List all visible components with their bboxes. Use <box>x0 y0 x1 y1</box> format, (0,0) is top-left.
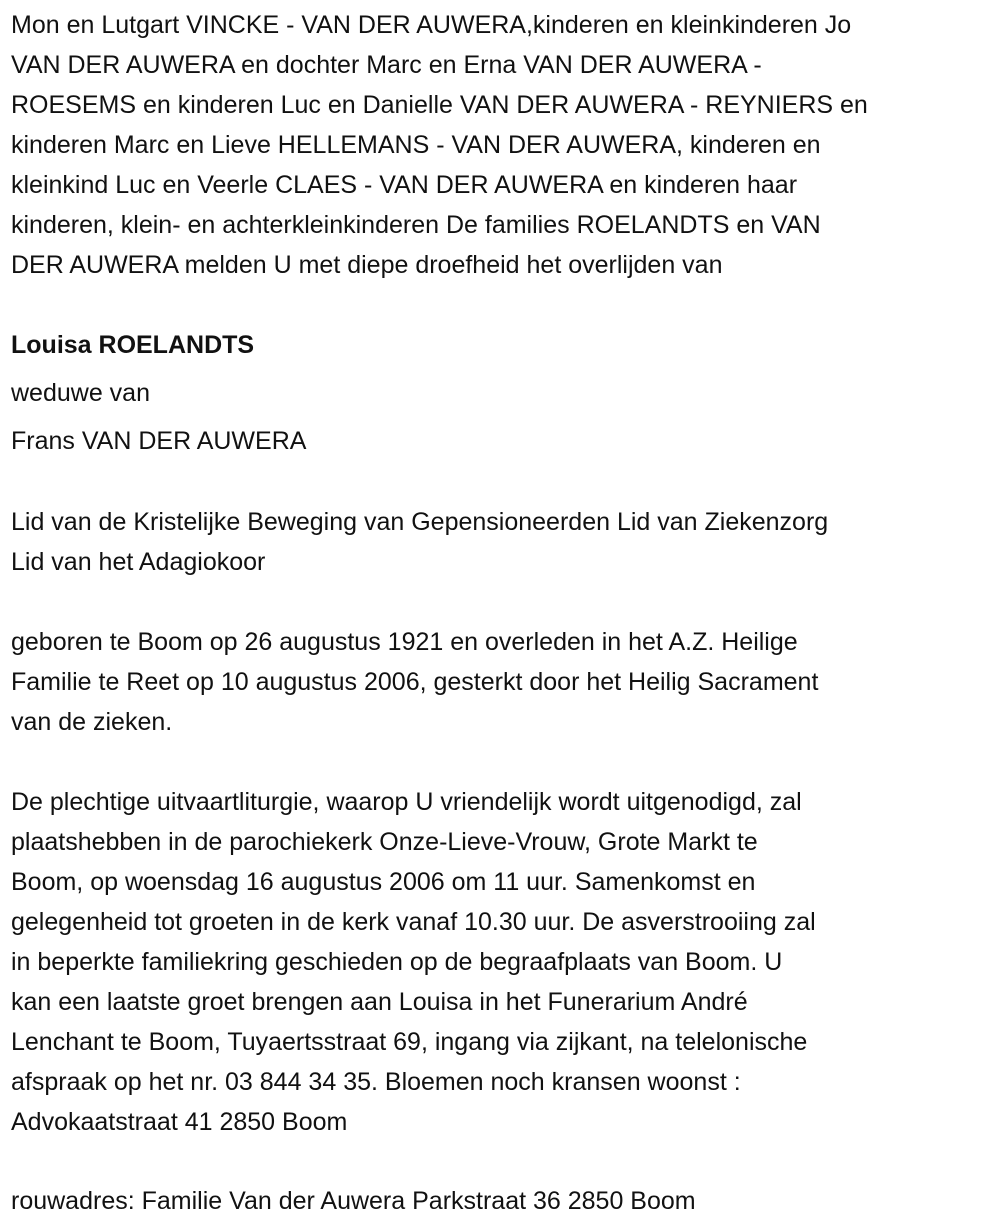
text-line: Familie te Reet op 10 augustus 2006, gesterkt door het Heilig Sacrament <box>11 668 819 696</box>
text-line: gelegenheid tot groeten in de kerk vanaf 10.30 uur. De asverstrooiing zal <box>11 908 816 936</box>
mourning-address: rouwadres: Familie Van der Auwera Parkstraat 36 2850 Boom <box>11 1187 696 1215</box>
text-line: plaatshebben in de parochiekerk Onze-Lieve-Vrouw, Grote Markt te <box>11 828 758 856</box>
text-line: afspraak op het nr. 03 844 34 35. Bloemen noch kransen woonst : <box>11 1068 741 1096</box>
widow-of-block <box>11 373 150 413</box>
text-line: Lenchant te Boom, Tuyaertsstraat 69, ingang via zijkant, na telelonische <box>11 1028 808 1056</box>
text-line: DER AUWERA melden U met diepe droefheid het overlijden van <box>11 251 723 279</box>
text-line: De plechtige uitvaartliturgie, waarop U vriendelijk wordt uitgenodigd, zal <box>11 788 802 816</box>
text-line: Lid van het Adagiokoor <box>11 548 266 576</box>
text-line: kleinkind Luc en Veerle CLAES - VAN DER AUWERA en kinderen haar <box>11 171 798 199</box>
birth-death-paragraph <box>11 622 818 742</box>
text-line: ROESEMS en kinderen Luc en Danielle VAN DER AUWERA - REYNIERS en <box>11 91 868 119</box>
deceased-name: Louisa ROELANDTS <box>11 331 255 359</box>
widow-of-label: weduwe van <box>11 379 150 407</box>
text-line: Lid van de Kristelijke Beweging van Gepensioneerden Lid van Ziekenzorg <box>11 508 829 536</box>
text-line: kinderen Marc en Lieve HELLEMANS - VAN DER AUWERA, kinderen en <box>11 131 821 159</box>
text-line: Boom, op woensdag 16 augustus 2006 om 11 uur. Samenkomst en <box>11 868 756 896</box>
text-line: kinderen, klein- en achterkleinkinderen De families ROELANDTS en VAN <box>11 211 821 239</box>
memberships-paragraph <box>11 502 828 582</box>
text-line: van de zieken. <box>11 708 173 736</box>
spouse-name: Frans VAN DER AUWERA <box>11 427 307 455</box>
intro-paragraph <box>11 5 868 285</box>
spouse-block <box>11 421 306 461</box>
text-line: kan een laatste groet brengen aan Louisa in het Funerarium André <box>11 988 748 1016</box>
text-line: Advokaatstraat 41 2850 Boom <box>11 1108 348 1136</box>
text-line: VAN DER AUWERA en dochter Marc en Erna VAN DER AUWERA - <box>11 51 762 79</box>
mourning-address-block <box>11 1181 696 1221</box>
deceased-name-block <box>11 325 254 365</box>
funeral-paragraph <box>11 782 816 1142</box>
text-line: in beperkte familiekring geschieden op de begraafplaats van Boom. U <box>11 948 783 976</box>
text-line: Mon en Lutgart VINCKE - VAN DER AUWERA,kinderen en kleinkinderen Jo <box>11 11 852 39</box>
text-line: geboren te Boom op 26 augustus 1921 en overleden in het A.Z. Heilige <box>11 628 798 656</box>
